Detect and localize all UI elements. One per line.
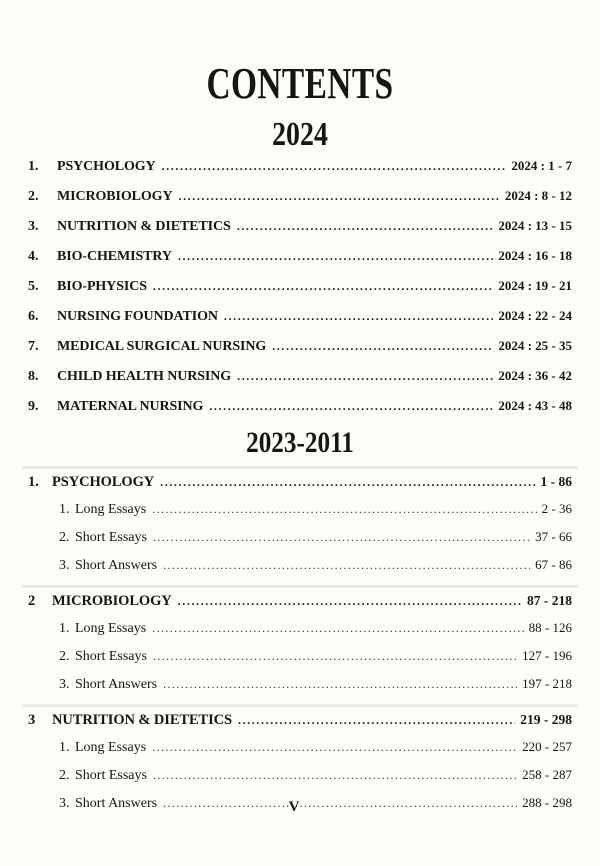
toc-entry-label: BIO-PHYSICS: [57, 279, 147, 294]
toc-entry-label: Short Essays: [75, 530, 147, 545]
toc-entry: [28, 398, 572, 415]
dot-leader: [224, 308, 493, 324]
toc-entry-num: 1.: [59, 621, 70, 636]
toc-entry-num: 4.: [28, 249, 39, 264]
toc-entry-label: BIO-CHEMISTRY: [57, 249, 172, 264]
toc-entry: [28, 712, 572, 728]
toc-entry: [28, 248, 572, 265]
toc-entry-pages: 258 - 287: [522, 767, 572, 782]
toc-entry-label: MATERNAL NURSING: [57, 399, 204, 414]
toc-entry-label: PSYCHOLOGY: [57, 159, 156, 174]
toc-entry-pages: 2024 : 43 - 48: [498, 398, 572, 413]
toc-subentry: [28, 739, 572, 756]
page-number: V: [288, 799, 300, 815]
toc-entry-pages: 127 - 196: [522, 648, 572, 663]
toc-entry-num: 3.: [59, 677, 70, 692]
dot-leader: [272, 338, 493, 354]
toc-entry-label: MICROBIOLOGY: [57, 189, 173, 204]
toc-entry-num: 3: [28, 712, 36, 728]
dot-leader: [153, 278, 493, 294]
dot-leader: [237, 218, 494, 234]
toc-subentry: [28, 648, 572, 665]
toc-entry: [28, 593, 572, 609]
dot-leader: [178, 188, 499, 204]
toc-entry-pages: 87 - 218: [527, 593, 572, 608]
toc-entry-pages: 1 - 86: [540, 474, 572, 489]
toc-entry: [28, 188, 572, 205]
toc-entry-pages: 197 - 218: [522, 676, 572, 691]
toc-entry-num: 8.: [28, 369, 39, 384]
section-heading-2023-2011: 2023-2011: [246, 426, 354, 459]
dot-leader: [237, 368, 493, 384]
section-heading-2024: 2024: [272, 116, 328, 153]
dot-leader: [152, 501, 536, 517]
toc-entry-label: Long Essays: [75, 502, 147, 517]
dot-leader: [153, 648, 517, 664]
toc-subentry: [28, 620, 572, 637]
dot-leader: [153, 529, 530, 545]
toc-entry: [28, 368, 572, 385]
toc-entry-pages: 2024 : 22 - 24: [498, 308, 572, 323]
toc-entry-pages: 67 - 86: [535, 557, 572, 572]
toc-entry-pages: 220 - 257: [522, 739, 572, 754]
toc-entry-label: NUTRITION & DIETETICS: [52, 712, 232, 728]
toc-entry: [28, 338, 572, 355]
dot-leader: [178, 593, 522, 609]
scan-artifact-line: [22, 466, 578, 469]
toc-subentry: [28, 557, 572, 574]
toc-subentry: [28, 676, 572, 693]
toc-entry-pages: 88 - 126: [528, 620, 572, 635]
toc-entry-pages: 2024 : 1 - 7: [511, 158, 572, 173]
toc-entry-label: NURSING FOUNDATION: [57, 309, 218, 324]
toc-entry-label: Short Essays: [75, 649, 147, 664]
toc-entry: [28, 158, 572, 175]
toc-entry-num: 1.: [59, 502, 70, 517]
toc-subentry: [28, 767, 572, 784]
dot-leader: [160, 474, 535, 490]
toc-entry-pages: 2024 : 8 - 12: [504, 188, 572, 203]
toc-entry-num: 2.: [59, 768, 70, 783]
toc-entry-label: Short Answers: [75, 796, 158, 811]
toc-entry-label: Short Essays: [75, 768, 147, 783]
toc-entry: [28, 474, 572, 490]
toc-entry-label: Short Answers: [75, 677, 158, 692]
toc-entry: [28, 218, 572, 235]
dot-leader: [238, 712, 515, 728]
toc-entry-label: PSYCHOLOGY: [52, 474, 155, 490]
toc-entry: [28, 308, 572, 325]
toc-entry-pages: 2024 : 36 - 42: [498, 368, 572, 383]
toc-entry-pages: 2024 : 16 - 18: [498, 248, 572, 263]
toc-entry-num: 1.: [59, 740, 70, 755]
toc-entry-label: Short Answers: [75, 558, 158, 573]
dot-leader: [152, 739, 517, 755]
page-title: CONTENTS: [206, 59, 394, 108]
dot-leader: [209, 398, 493, 414]
toc-entry-num: 3.: [59, 558, 70, 573]
dot-leader: [153, 767, 517, 783]
toc-list-2024: [28, 158, 572, 415]
scan-artifact-line: [22, 704, 578, 707]
toc-entry: [28, 278, 572, 295]
toc-entry-label: CHILD HEALTH NURSING: [57, 369, 232, 384]
toc-entry-pages: 219 - 298: [520, 712, 572, 727]
toc-entry-label: Long Essays: [75, 621, 147, 636]
toc-subentry: [28, 529, 572, 546]
toc-entry-pages: 37 - 66: [535, 529, 572, 544]
toc-entry-num: 3.: [28, 219, 39, 234]
toc-entry-num: 6.: [28, 309, 39, 324]
toc-entry-pages: 288 - 298: [522, 795, 572, 810]
toc-entry-pages: 2 - 36: [541, 501, 572, 516]
toc-entry-label: MICROBIOLOGY: [52, 593, 172, 609]
toc-entry-num: 3.: [59, 796, 70, 811]
toc-entry-num: 1.: [28, 474, 39, 490]
toc-entry-num: 1.: [28, 159, 39, 174]
toc-subentry: [28, 501, 572, 518]
toc-entry-num: 2: [28, 593, 36, 609]
toc-entry-label: MEDICAL SURGICAL NURSING: [57, 339, 267, 354]
dot-leader: [152, 620, 523, 636]
dot-leader: [178, 248, 493, 264]
toc-entry-label: Long Essays: [75, 740, 147, 755]
toc-entry-num: 2.: [28, 189, 39, 204]
toc-entry-num: 9.: [28, 399, 39, 414]
toc-entry-pages: 2024 : 13 - 15: [498, 218, 572, 233]
dot-leader: [163, 557, 530, 573]
toc-entry-pages: 2024 : 19 - 21: [498, 278, 572, 293]
toc-entry-pages: 2024 : 25 - 35: [498, 338, 572, 353]
dot-leader: [162, 158, 507, 174]
dot-leader: [163, 676, 517, 692]
scan-artifact-line: [22, 585, 578, 588]
toc-entry-num: 2.: [59, 530, 70, 545]
toc-list-2023-2011: [28, 466, 572, 812]
toc-entry-num: 7.: [28, 339, 39, 354]
toc-entry-num: 5.: [28, 279, 39, 294]
toc-entry-num: 2.: [59, 649, 70, 664]
toc-entry-label: NUTRITION & DIETETICS: [57, 219, 231, 234]
